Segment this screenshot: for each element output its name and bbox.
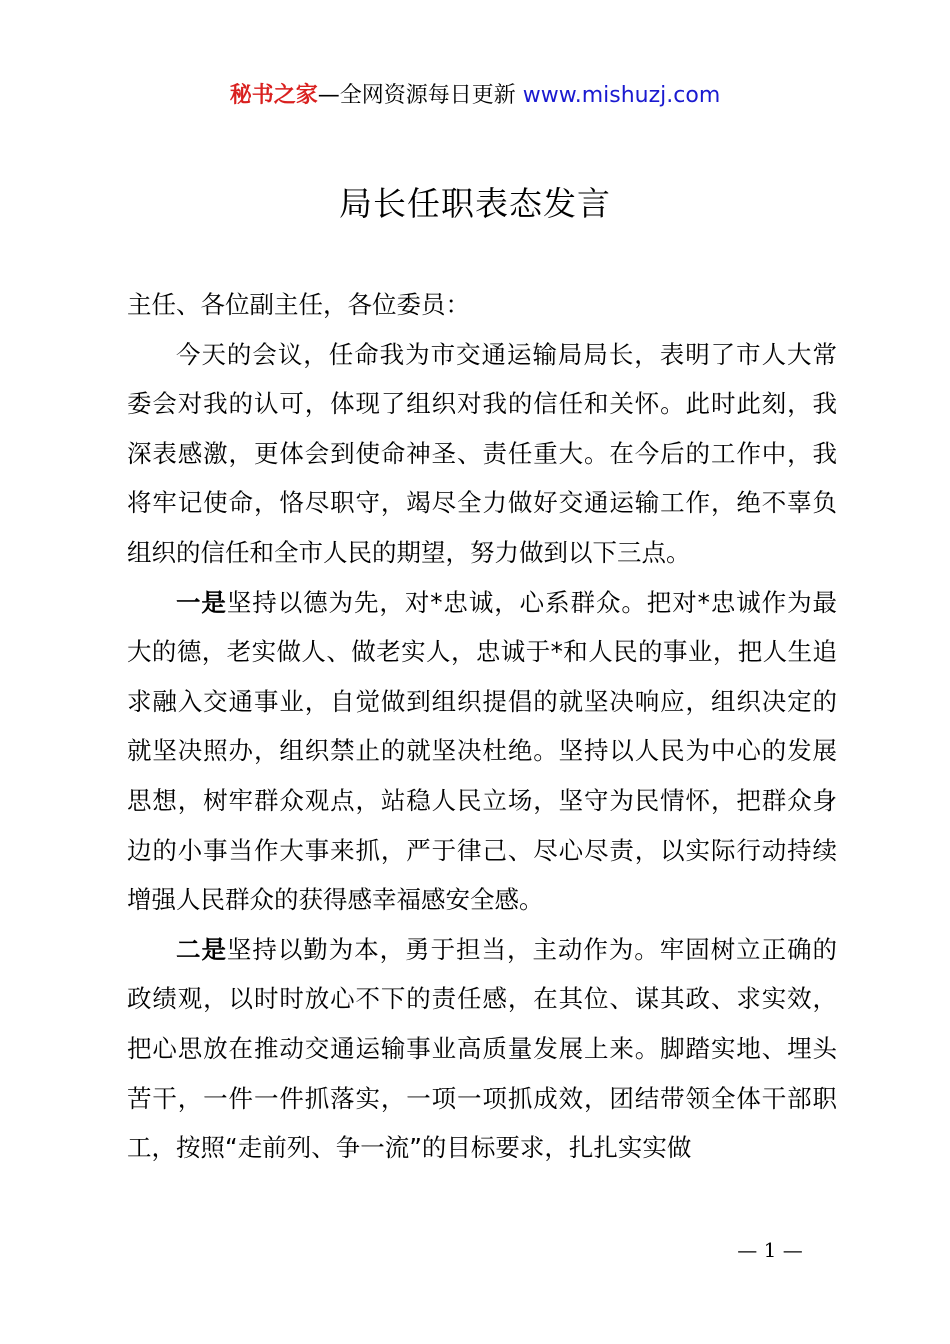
paragraph-intro: 今天的会议，任命我为市交通运输局局长，表明了市人大常委会对我的认可，体现了组织对我的信任和关怀。此时此刻，我深表感激，更体会到使命神圣、责任重大。在今后的工作中，我将牢记使命，恪尽职守，竭尽全力做好交通运输工作，绝不辜负组织的信任和全市人民的期望，努力做到以下三点。 bbox=[127, 339, 837, 567]
document-body bbox=[127, 280, 837, 1173]
page-number: — 1 — bbox=[737, 1238, 803, 1262]
site-url[interactable]: www.mishuzj.com bbox=[522, 83, 721, 108]
paragraph-point-one bbox=[127, 578, 837, 925]
site-brand: 秘书之家 bbox=[229, 83, 318, 108]
point-one-text: 坚持以德为先，对*忠诚，心系群众。把对*忠诚作为最大的德，老实做人、做老实人，忠诚于*和人民的事业，把人生追求融入交通事业，自觉做到组织提倡的就坚决响应，组织决定的就坚决照办，组织禁止的就坚决杜绝。坚持以人民为中心的发展思想，树牢群众观点，站稳人民立场，坚守为民情怀，把群众身边的小事当作大事来抓，严于律己、尽心尽责，以实际行动持续增强人民群众的获得感幸福感安全感。 bbox=[127, 587, 838, 915]
site-tagline: —全网资源每日更新 bbox=[317, 83, 516, 108]
site-header bbox=[0, 80, 950, 112]
salutation: 主任、各位副主任，各位委员： bbox=[127, 290, 470, 319]
paragraph-point-two bbox=[127, 925, 837, 1173]
point-two-lead: 二是 bbox=[176, 934, 227, 964]
point-two-text: 坚持以勤为本，勇于担当，主动作为。牢固树立正确的政绩观，以时时放心不下的责任感，在其位、谋其政、求实效，把心思放在推动交通运输事业高质量发展上来。脚踏实地、埋头苦干，一件一件抓落实，一项一项抓成效，团结带领全体干部职工，按照“走前列、争一流”的目标要求，扎扎实实做 bbox=[127, 934, 837, 1163]
point-one-lead: 一是 bbox=[176, 587, 227, 617]
document-title: 局长任职表态发言 bbox=[339, 184, 611, 223]
